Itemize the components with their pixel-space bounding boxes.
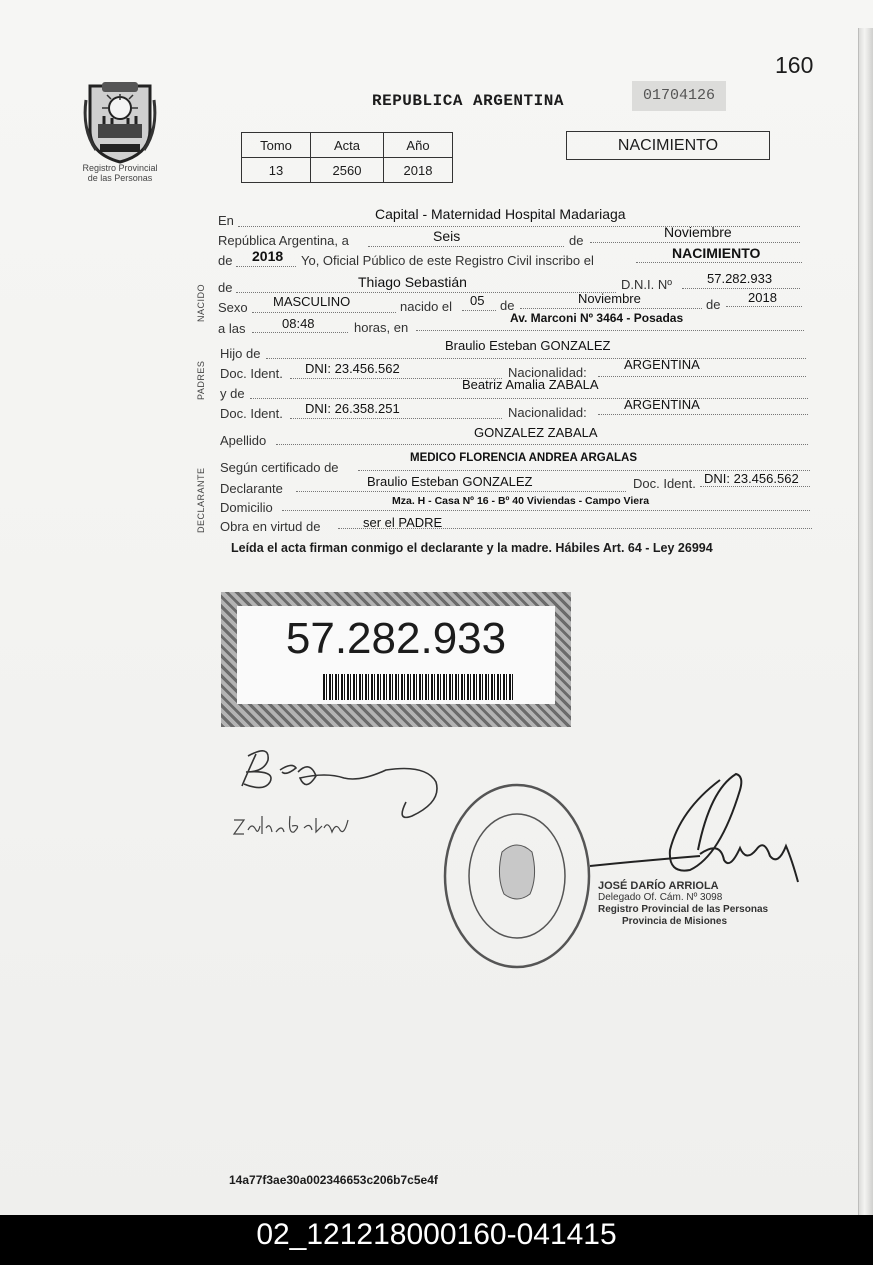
record-type-box: NACIMIENTO (566, 131, 770, 160)
republica-label: República Argentina, a (218, 233, 349, 248)
dni-label: D.N.I. Nº (621, 277, 672, 292)
dotted-line (236, 266, 296, 267)
register-value-acta: 2560 (311, 158, 384, 183)
birth-year-label: de (706, 297, 721, 312)
birth-day: 05 (470, 293, 485, 308)
mother-dni: DNI: 26.358.251 (305, 401, 400, 416)
page-edge (858, 28, 873, 1215)
official-role: Delegado Of. Cám. Nº 3098 (598, 892, 723, 903)
dotted-line (296, 491, 626, 492)
day-value: Seis (433, 228, 461, 244)
doc3-label: Doc. Ident. (633, 476, 696, 491)
nac2-label: Nacionalidad: (508, 405, 587, 420)
side-label-padres: PADRES (196, 360, 206, 400)
doc1-label: Doc. Ident. (220, 366, 283, 381)
father-name: Braulio Esteban GONZALEZ (445, 338, 611, 353)
dni-sticker (221, 592, 571, 727)
mother-name: Beatriz Amalia ZABALA (462, 377, 599, 392)
register-value-ano: 2018 (384, 158, 453, 183)
dotted-line (682, 288, 800, 289)
doc2-label: Doc. Ident. (220, 406, 283, 421)
en-label: En (218, 213, 234, 228)
file-id-band (0, 1215, 873, 1265)
birth-time: 08:48 (282, 316, 315, 331)
sexo-value: MASCULINO (273, 294, 351, 309)
barcode-icon (323, 674, 513, 700)
dotted-line (700, 486, 810, 487)
birth-month: Noviembre (578, 291, 641, 306)
surname-value: GONZALEZ ZABALA (474, 425, 598, 440)
official-province: Provincia de Misiones (622, 916, 728, 927)
register-header-ano: Año (384, 133, 453, 158)
dotted-line (368, 246, 564, 247)
month-value: Noviembre (664, 224, 732, 240)
dotted-line (598, 414, 808, 415)
birth-de-label: de (500, 298, 515, 313)
father-dni: DNI: 23.456.562 (305, 361, 400, 376)
provincial-crest-icon (82, 80, 158, 164)
register-header-acta: Acta (311, 133, 384, 158)
document-hash: 14a77f3ae30a002346653c206b7c5e4f (229, 1173, 438, 1187)
declarant-address: Mza. H - Casa Nº 16 - Bº 40 Viviendas - Campo Viera (392, 495, 650, 507)
declarant-name: Braulio Esteban GONZALEZ (367, 474, 533, 489)
domicilio-label: Domicilio (220, 500, 273, 515)
dni-sticker-number: 57.282.933 (285, 614, 507, 663)
name-label: de (218, 280, 233, 295)
dotted-line (252, 312, 396, 313)
dotted-line (462, 310, 496, 311)
obra-label: Obra en virtud de (220, 519, 321, 534)
dotted-line (598, 376, 806, 377)
inscribo-value: NACIMIENTO (672, 245, 761, 261)
official-name: JOSÉ DARÍO ARRIOLA (598, 880, 719, 892)
certifying-doctor: MEDICO FLORENCIA ANDREA ARGALAS (410, 452, 638, 464)
side-label-nacido: NACIDO (196, 283, 206, 322)
dotted-line (252, 332, 348, 333)
dotted-line (726, 306, 802, 307)
mother-nationality: ARGENTINA (624, 397, 700, 412)
dotted-line (236, 292, 616, 293)
page-number: 160 (775, 52, 814, 78)
declarant-relation: ser el PADRE (363, 515, 443, 530)
serial-number: 01704126 (632, 81, 726, 111)
mother-signature-icon (232, 812, 362, 842)
register-header-tomo: Tomo (242, 133, 311, 158)
dotted-line (590, 242, 800, 243)
nac1-label: Nacionalidad: (508, 365, 587, 380)
crest-caption-line1: Registro Provincial (82, 163, 158, 173)
dni-sticker-inner (237, 606, 555, 704)
dotted-line (250, 398, 808, 399)
dotted-line (520, 308, 702, 309)
dotted-line (416, 330, 804, 331)
year-label: de (218, 253, 233, 268)
place-of-registration: Capital - Maternidad Hospital Madariaga (375, 206, 626, 222)
child-dni: 57.282.933 (707, 271, 773, 286)
official-signature-block (598, 880, 768, 928)
official-signature-icon (560, 770, 810, 890)
alas-label: a las (218, 321, 246, 336)
reading-statement: Leída el acta firman conmigo el declarante y la madre. Hábiles Art. 64 - Ley 26994 (231, 541, 713, 555)
hijo-label: Hijo de (220, 346, 261, 361)
apellido-label: Apellido (220, 433, 267, 448)
dotted-line (282, 510, 810, 511)
dotted-line (290, 418, 502, 419)
dotted-line (266, 358, 806, 359)
dotted-line (276, 444, 808, 445)
nacido-label: nacido el (400, 299, 453, 314)
crest-caption-line2: de las Personas (87, 173, 153, 183)
oficial-label: Yo, Oficial Público de este Registro Civil inscribo el (301, 253, 594, 268)
crest-caption (70, 163, 170, 183)
sexo-label: Sexo (218, 300, 248, 315)
year-value: 2018 (252, 248, 284, 264)
side-label-declarante: DECLARANTE (196, 467, 206, 533)
official-office: Registro Provincial de las Personas (598, 904, 769, 915)
horas-label: horas, en (354, 320, 409, 335)
de-label: de (569, 233, 584, 248)
file-id: 02_121218000160-041415 (256, 1218, 617, 1251)
register-value-tomo: 13 (242, 158, 311, 183)
child-name: Thiago Sebastián (358, 274, 467, 290)
dotted-line (636, 262, 802, 263)
father-nationality: ARGENTINA (624, 357, 700, 372)
document-title: REPUBLICA ARGENTINA (372, 92, 564, 110)
declarant-dni: DNI: 23.456.562 (704, 471, 799, 486)
certificado-label: Según certificado de (220, 460, 339, 475)
declarante-label: Declarante (220, 481, 283, 496)
yde-label: y de (220, 386, 245, 401)
birth-year: 2018 (748, 290, 777, 305)
register-table (241, 132, 453, 183)
birth-place: Av. Marconi Nº 3464 - Posadas (510, 311, 684, 325)
